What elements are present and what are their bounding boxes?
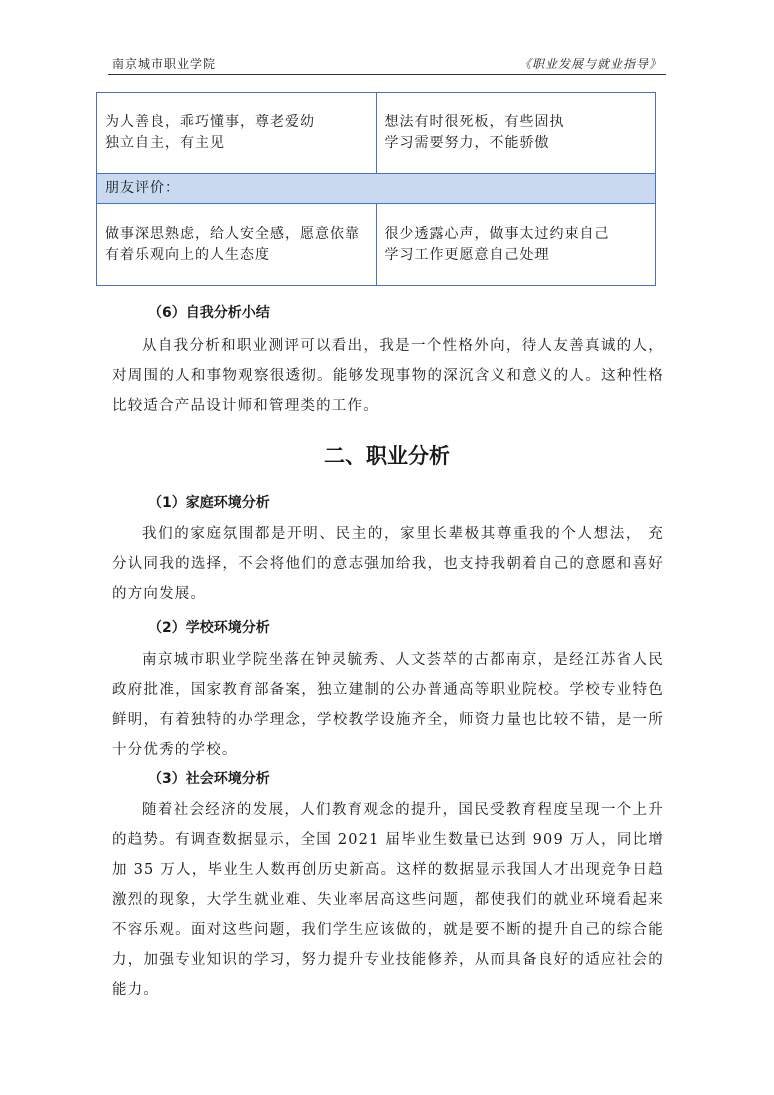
cell-line: 独立自主，有主见 (105, 135, 225, 151)
cell-line: 学习需要努力，不能骄傲 (384, 135, 550, 151)
school-paragraph: 南京城市职业学院坐落在钟灵毓秀、人文荟萃的古都南京，是经江苏省人民政府批准，国家教育部备案，独立建制的公办普通高等职业院校。学校专业特色鲜明，有着独特的办学理念，学校教学设施齐全，师资力量也比较不错，是一所十分优秀的学校。 (112, 652, 664, 758)
family-paragraph: 我们的家庭氛围都是开明、民主的，家里长辈极其尊重我的个人想法， 充分认同我的选择，不会将他们的意志强加给我，也支持我朝着自己的意愿和喜好的方向发展。 (112, 526, 664, 602)
cell-line: 有着乐观向上的人生态度 (105, 247, 270, 263)
section-heading-society: （3）社会环境分析 (148, 771, 270, 787)
society-paragraph: 随着社会经济的发展，人们教育观念的提升，国民受教育程度呈现一个上升的趋势。有调查数据显示，全国 2021 届毕业生数量已达到 909 万人，同比增加 35 万人，毕业生人数再创历史新高。这样的数据显示我国人才出现竞争日趋激烈的现象，大学生就业难、失业率居高这些问题，都使我们的就业环境看起来不容乐观。面对这些问题，我们学生应该做的，就是要不断的提升自己的综合能力，加强专业知识的学习，努力提升专业技能修养，从而具备良好的适应社会的能力。 (112, 802, 664, 998)
cell-line: 很少透露心声，做事太过约束自己 (384, 226, 610, 242)
friend-weaknesses-cell (376, 204, 656, 286)
header-school-name: 南京城市职业学院 (112, 57, 217, 71)
table-section-header (97, 174, 656, 204)
friend-evaluation-label: 朋友评价： (97, 174, 656, 204)
cell-line: 为人善良，乖巧懂事，尊老爱幼 (105, 114, 315, 130)
weaknesses-cell (376, 93, 656, 174)
section-heading-family: （1）家庭环境分析 (148, 495, 270, 511)
strengths-cell (97, 93, 377, 174)
header-course-title: 《职业发展与就业指导》 (518, 57, 662, 71)
evaluation-table (96, 92, 656, 286)
friend-strengths-cell (97, 204, 377, 286)
cell-line: 做事深思熟虑，给人安全感，愿意依靠 (105, 226, 360, 242)
page-header (108, 52, 666, 75)
section-heading-self-summary: （6）自我分析小结 (148, 305, 270, 321)
table-row (97, 204, 656, 286)
table-row (97, 93, 656, 174)
section-heading-school: （2）学校环境分析 (148, 620, 270, 636)
self-summary-paragraph: 从自我分析和职业测评可以看出，我是一个性格外向，待人友善真诚的人，对周围的人和事物观察很透彻。能够发现事物的深沉含义和意义的人。这种性格比较适合产品设计师和管理类的工作。 (112, 338, 664, 414)
cell-line: 想法有时很死板，有些固执 (384, 114, 565, 130)
chapter-title: 二、职业分析 (324, 444, 450, 468)
cell-line: 学习工作更愿意自己处理 (384, 247, 550, 263)
